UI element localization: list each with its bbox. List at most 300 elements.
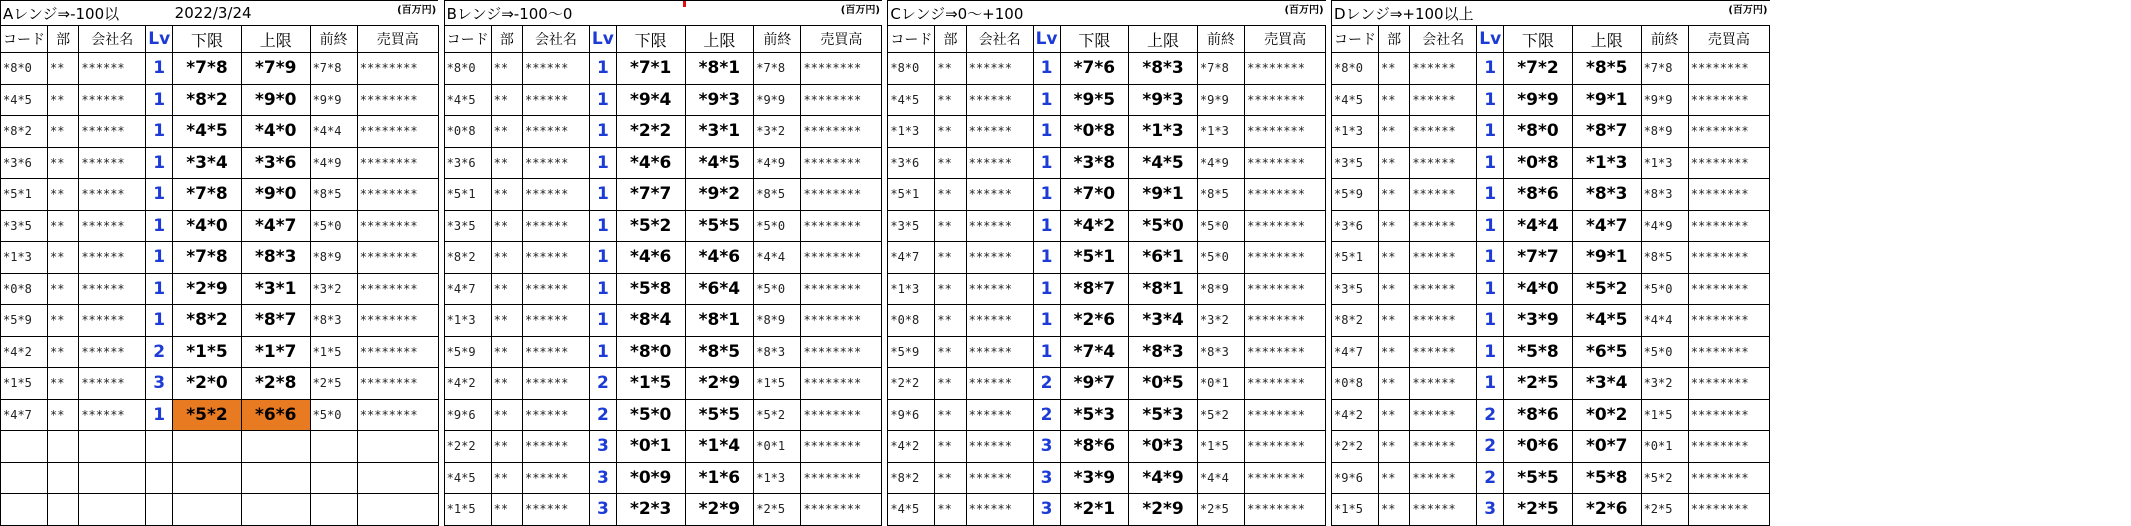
cell-bu[interactable]: **	[48, 53, 79, 85]
cell-prev[interactable]: *8*3	[1197, 336, 1244, 368]
cell-lower[interactable]: *4*0	[1504, 273, 1573, 305]
cell-bu[interactable]: **	[48, 179, 79, 211]
cell-bu[interactable]: **	[48, 399, 79, 431]
cell-prev[interactable]: *5*0	[310, 210, 357, 242]
cell-upper[interactable]: *6*6	[241, 399, 310, 431]
header-amount[interactable]: 売買高	[801, 26, 882, 53]
cell-lv[interactable]: 1	[589, 273, 616, 305]
cell-upper[interactable]: *8*3	[1129, 53, 1198, 85]
cell-code[interactable]: *3*6	[1, 147, 48, 179]
cell-bu[interactable]: **	[48, 84, 79, 116]
cell-upper[interactable]: *9*1	[1129, 179, 1198, 211]
cell-amount[interactable]: ********	[1245, 431, 1326, 463]
cell-code[interactable]: *9*6	[888, 399, 935, 431]
cell-bu[interactable]: **	[1379, 179, 1410, 211]
cell-lv[interactable]: 1	[146, 305, 173, 337]
cell-upper[interactable]: *0*5	[1129, 368, 1198, 400]
cell-code[interactable]: *9*6	[444, 399, 491, 431]
cell-prev[interactable]: *7*8	[754, 53, 801, 85]
cell-prev[interactable]	[310, 462, 357, 494]
cell-amount[interactable]: ********	[801, 368, 882, 400]
cell-company[interactable]: ******	[79, 273, 146, 305]
cell-company[interactable]: ******	[966, 84, 1033, 116]
cell-amount[interactable]: ********	[1245, 399, 1326, 431]
cell-code[interactable]: *0*8	[1332, 368, 1379, 400]
cell-prev[interactable]: *1*5	[1197, 431, 1244, 463]
header-lv[interactable]: Lv	[146, 26, 173, 53]
cell-code[interactable]: *5*1	[1, 179, 48, 211]
cell-amount[interactable]: ********	[1245, 84, 1326, 116]
cell-prev[interactable]: *9*9	[310, 84, 357, 116]
header-bu[interactable]: 部	[491, 26, 522, 53]
cell-company[interactable]: ******	[1410, 210, 1477, 242]
cell-code[interactable]: *0*8	[444, 116, 491, 148]
cell-bu[interactable]: **	[1379, 273, 1410, 305]
cell-lv[interactable]	[146, 462, 173, 494]
cell-amount[interactable]: ********	[1688, 116, 1769, 148]
cell-prev[interactable]: *4*4	[1641, 305, 1688, 337]
cell-lv[interactable]: 1	[1477, 179, 1504, 211]
cell-prev[interactable]: *5*0	[1641, 273, 1688, 305]
cell-prev[interactable]: *7*8	[310, 53, 357, 85]
cell-upper[interactable]: *1*7	[241, 336, 310, 368]
cell-upper[interactable]: *5*2	[1572, 273, 1641, 305]
cell-lower[interactable]: *0*9	[616, 462, 685, 494]
cell-lower[interactable]	[173, 494, 242, 526]
cell-company[interactable]	[79, 431, 146, 463]
section-title[interactable]: Aレンジ⇒-100以	[1, 1, 173, 26]
cell-bu[interactable]: **	[935, 431, 966, 463]
cell-amount[interactable]: ********	[357, 116, 438, 148]
cell-lv[interactable]: 1	[1033, 242, 1060, 274]
cell-bu[interactable]: **	[491, 210, 522, 242]
cell-prev[interactable]: *8*3	[1641, 179, 1688, 211]
cell-upper[interactable]: *3*4	[1572, 368, 1641, 400]
cell-code[interactable]: *3*5	[444, 210, 491, 242]
cell-prev[interactable]: *9*9	[1641, 84, 1688, 116]
cell-lower[interactable]: *2*3	[616, 494, 685, 526]
cell-upper[interactable]: *9*0	[241, 179, 310, 211]
cell-amount[interactable]: ********	[801, 273, 882, 305]
cell-amount[interactable]: ********	[1688, 179, 1769, 211]
cell-lv[interactable]: 2	[1477, 431, 1504, 463]
cell-bu[interactable]: **	[935, 336, 966, 368]
cell-prev[interactable]: *1*3	[1641, 147, 1688, 179]
cell-prev[interactable]: *4*9	[754, 147, 801, 179]
cell-bu[interactable]: **	[1379, 84, 1410, 116]
cell-bu[interactable]: **	[935, 273, 966, 305]
cell-lower[interactable]: *8*6	[1504, 399, 1573, 431]
cell-lv[interactable]: 1	[589, 336, 616, 368]
cell-company[interactable]: ******	[1410, 116, 1477, 148]
header-code[interactable]: コード	[1332, 26, 1379, 53]
cell-amount[interactable]: ********	[357, 179, 438, 211]
cell-upper[interactable]: *4*5	[1129, 147, 1198, 179]
header-amount[interactable]: 売買高	[357, 26, 438, 53]
cell-company[interactable]: ******	[522, 305, 589, 337]
cell-prev[interactable]	[310, 494, 357, 526]
cell-lower[interactable]: *5*2	[616, 210, 685, 242]
cell-company[interactable]: ******	[79, 116, 146, 148]
cell-company[interactable]	[79, 462, 146, 494]
cell-amount[interactable]: ********	[357, 305, 438, 337]
cell-prev[interactable]: *0*1	[1641, 431, 1688, 463]
cell-code[interactable]: *9*6	[1332, 462, 1379, 494]
cell-lv[interactable]: 3	[589, 431, 616, 463]
cell-company[interactable]: ******	[522, 431, 589, 463]
header-company[interactable]: 会社名	[79, 26, 146, 53]
cell-company[interactable]: ******	[79, 242, 146, 274]
cell-code[interactable]: *2*2	[888, 368, 935, 400]
cell-lower[interactable]: *8*2	[173, 305, 242, 337]
cell-lower[interactable]: *2*5	[1504, 494, 1573, 526]
cell-lower[interactable]: *8*2	[173, 84, 242, 116]
cell-upper[interactable]: *8*3	[1572, 179, 1641, 211]
cell-prev[interactable]: *1*5	[310, 336, 357, 368]
cell-prev[interactable]: *0*1	[1197, 368, 1244, 400]
cell-company[interactable]: ******	[1410, 462, 1477, 494]
cell-code[interactable]: *1*3	[444, 305, 491, 337]
cell-code[interactable]: *5*9	[888, 336, 935, 368]
cell-lower[interactable]: *2*2	[616, 116, 685, 148]
unit-label[interactable]: (百万円)	[1197, 1, 1325, 26]
cell-lower[interactable]: *9*9	[1504, 84, 1573, 116]
cell-code[interactable]: *8*2	[444, 242, 491, 274]
cell-lower[interactable]: *2*1	[1060, 494, 1129, 526]
cell-lv[interactable]: 1	[1477, 210, 1504, 242]
cell-lower[interactable]: *3*4	[173, 147, 242, 179]
cell-amount[interactable]: ********	[357, 399, 438, 431]
cell-bu[interactable]: **	[1379, 431, 1410, 463]
cell-amount[interactable]: ********	[357, 84, 438, 116]
header-upper[interactable]: 上限	[1129, 26, 1198, 53]
cell-code[interactable]: *4*5	[444, 84, 491, 116]
cell-lv[interactable]: 1	[146, 210, 173, 242]
cell-amount[interactable]: ********	[357, 147, 438, 179]
cell-code[interactable]: *1*5	[1, 368, 48, 400]
header-amount[interactable]: 売買高	[1688, 26, 1769, 53]
cell-amount[interactable]	[357, 494, 438, 526]
cell-bu[interactable]: **	[48, 273, 79, 305]
cell-lv[interactable]: 1	[1033, 305, 1060, 337]
cell-bu[interactable]: **	[491, 431, 522, 463]
cell-lv[interactable]: 1	[589, 210, 616, 242]
cell-company[interactable]: ******	[79, 368, 146, 400]
cell-company[interactable]: ******	[1410, 431, 1477, 463]
cell-amount[interactable]: ********	[357, 336, 438, 368]
header-bu[interactable]: 部	[935, 26, 966, 53]
header-upper[interactable]: 上限	[685, 26, 754, 53]
cell-company[interactable]: ******	[1410, 242, 1477, 274]
cell-bu[interactable]: **	[1379, 210, 1410, 242]
cell-bu[interactable]: **	[48, 147, 79, 179]
cell-upper[interactable]: *9*1	[1572, 84, 1641, 116]
cell-company[interactable]: ******	[966, 147, 1033, 179]
cell-lv[interactable]	[146, 431, 173, 463]
cell-prev[interactable]: *8*5	[1641, 242, 1688, 274]
cell-code[interactable]: *3*6	[888, 147, 935, 179]
cell-prev[interactable]: *3*2	[1641, 368, 1688, 400]
cell-company[interactable]: ******	[79, 179, 146, 211]
cell-lv[interactable]: 1	[589, 84, 616, 116]
cell-company[interactable]: ******	[1410, 494, 1477, 526]
header-prev[interactable]: 前終	[1197, 26, 1244, 53]
cell-prev[interactable]: *8*5	[1197, 179, 1244, 211]
cell-lower[interactable]: *1*5	[173, 336, 242, 368]
cell-code[interactable]: *4*7	[444, 273, 491, 305]
cell-lower[interactable]: *5*3	[1060, 399, 1129, 431]
cell-prev[interactable]: *8*3	[754, 336, 801, 368]
cell-code[interactable]: *1*5	[1332, 494, 1379, 526]
cell-bu[interactable]: **	[491, 368, 522, 400]
cell-amount[interactable]: ********	[1245, 210, 1326, 242]
unit-label[interactable]: (百万円)	[754, 1, 882, 26]
cell-company[interactable]: ******	[79, 305, 146, 337]
cell-lv[interactable]: 1	[1477, 368, 1504, 400]
cell-prev[interactable]: *5*0	[1197, 242, 1244, 274]
cell-prev[interactable]: *7*8	[1641, 53, 1688, 85]
cell-amount[interactable]: ********	[1688, 462, 1769, 494]
cell-prev[interactable]: *1*5	[1641, 399, 1688, 431]
cell-lower[interactable]: *5*5	[1504, 462, 1573, 494]
cell-upper[interactable]: *8*5	[685, 336, 754, 368]
cell-lv[interactable]: 3	[589, 494, 616, 526]
cell-bu[interactable]: **	[491, 53, 522, 85]
cell-code[interactable]: *4*2	[1332, 399, 1379, 431]
cell-lv[interactable]: 2	[589, 399, 616, 431]
cell-company[interactable]: ******	[966, 399, 1033, 431]
cell-code[interactable]: *1*3	[888, 116, 935, 148]
cell-amount[interactable]: ********	[1688, 399, 1769, 431]
cell-company[interactable]	[79, 494, 146, 526]
cell-lower[interactable]: *7*8	[173, 179, 242, 211]
cell-bu[interactable]: **	[48, 210, 79, 242]
cell-prev[interactable]: *5*0	[754, 273, 801, 305]
cell-company[interactable]: ******	[1410, 305, 1477, 337]
cell-upper[interactable]: *8*7	[241, 305, 310, 337]
cell-amount[interactable]: ********	[801, 147, 882, 179]
cell-lower[interactable]: *0*8	[1504, 147, 1573, 179]
cell-code[interactable]: *8*0	[1, 53, 48, 85]
cell-lv[interactable]: 3	[1033, 431, 1060, 463]
cell-amount[interactable]: ********	[801, 242, 882, 274]
cell-upper[interactable]: *3*4	[1129, 305, 1198, 337]
cell-bu[interactable]: **	[935, 210, 966, 242]
section-title[interactable]: Cレンジ⇒0～+100	[888, 1, 1198, 26]
cell-code[interactable]: *8*2	[888, 462, 935, 494]
cell-lv[interactable]: 3	[1477, 494, 1504, 526]
cell-prev[interactable]: *9*9	[1197, 84, 1244, 116]
cell-amount[interactable]: ********	[1688, 431, 1769, 463]
cell-lower[interactable]: *4*0	[173, 210, 242, 242]
cell-bu[interactable]: **	[1379, 399, 1410, 431]
cell-company[interactable]: ******	[966, 494, 1033, 526]
header-company[interactable]: 会社名	[966, 26, 1033, 53]
header-code[interactable]: コード	[888, 26, 935, 53]
header-lv[interactable]: Lv	[589, 26, 616, 53]
cell-prev[interactable]: *4*4	[310, 116, 357, 148]
cell-company[interactable]: ******	[966, 368, 1033, 400]
cell-code[interactable]: *4*7	[888, 242, 935, 274]
cell-code[interactable]: *2*2	[444, 431, 491, 463]
cell-lower[interactable]: *7*0	[1060, 179, 1129, 211]
cell-company[interactable]: ******	[79, 210, 146, 242]
cell-upper[interactable]: *9*3	[685, 84, 754, 116]
cell-bu[interactable]: **	[935, 53, 966, 85]
cell-prev[interactable]: *8*3	[310, 305, 357, 337]
cell-bu[interactable]: **	[491, 494, 522, 526]
cell-lower[interactable]: *5*1	[1060, 242, 1129, 274]
cell-lv[interactable]: 3	[1033, 494, 1060, 526]
cell-upper[interactable]: *2*8	[241, 368, 310, 400]
cell-lower[interactable]: *7*6	[1060, 53, 1129, 85]
cell-upper[interactable]: *1*3	[1572, 147, 1641, 179]
cell-bu[interactable]: **	[491, 273, 522, 305]
cell-bu[interactable]: **	[48, 368, 79, 400]
cell-lower[interactable]: *7*8	[173, 53, 242, 85]
cell-lv[interactable]: 1	[589, 53, 616, 85]
cell-bu[interactable]: **	[491, 399, 522, 431]
cell-amount[interactable]: ********	[801, 431, 882, 463]
cell-company[interactable]: ******	[1410, 179, 1477, 211]
cell-lower[interactable]: *8*7	[1060, 273, 1129, 305]
cell-upper[interactable]: *4*7	[241, 210, 310, 242]
cell-code[interactable]: *4*5	[1332, 84, 1379, 116]
cell-amount[interactable]: ********	[357, 368, 438, 400]
cell-code[interactable]: *3*5	[1332, 147, 1379, 179]
cell-company[interactable]: ******	[522, 242, 589, 274]
cell-company[interactable]: ******	[1410, 368, 1477, 400]
cell-bu[interactable]: **	[491, 179, 522, 211]
cell-prev[interactable]: *7*8	[1197, 53, 1244, 85]
header-lower[interactable]: 下限	[616, 26, 685, 53]
cell-company[interactable]: ******	[966, 462, 1033, 494]
cell-lv[interactable]: 1	[146, 242, 173, 274]
cell-prev[interactable]: *1*5	[754, 368, 801, 400]
cell-lv[interactable]: 1	[1033, 179, 1060, 211]
cell-amount[interactable]: ********	[801, 462, 882, 494]
cell-company[interactable]: ******	[1410, 273, 1477, 305]
cell-company[interactable]: ******	[966, 210, 1033, 242]
cell-lower[interactable]: *4*2	[1060, 210, 1129, 242]
cell-code[interactable]: *5*9	[1, 305, 48, 337]
cell-prev[interactable]: *5*2	[1641, 462, 1688, 494]
cell-lower[interactable]: *7*7	[1504, 242, 1573, 274]
cell-company[interactable]: ******	[522, 273, 589, 305]
cell-code[interactable]: *5*1	[1332, 242, 1379, 274]
cell-lower[interactable]: *7*7	[616, 179, 685, 211]
cell-lv[interactable]: 1	[1033, 84, 1060, 116]
cell-code[interactable]: *4*5	[888, 494, 935, 526]
section-title[interactable]: Dレンジ⇒+100以上	[1332, 1, 1642, 26]
cell-amount[interactable]: ********	[801, 494, 882, 526]
cell-amount[interactable]: ********	[801, 179, 882, 211]
cell-lower[interactable]: *0*8	[1060, 116, 1129, 148]
cell-bu[interactable]: **	[48, 305, 79, 337]
cell-upper[interactable]: *2*9	[1129, 494, 1198, 526]
cell-code[interactable]: *0*8	[1, 273, 48, 305]
cell-bu[interactable]: **	[1379, 368, 1410, 400]
cell-amount[interactable]: ********	[1688, 210, 1769, 242]
cell-prev[interactable]: *3*2	[1197, 305, 1244, 337]
cell-amount[interactable]: ********	[801, 336, 882, 368]
cell-company[interactable]: ******	[966, 273, 1033, 305]
cell-company[interactable]: ******	[1410, 336, 1477, 368]
cell-lv[interactable]: 1	[1477, 147, 1504, 179]
cell-amount[interactable]: ********	[1245, 242, 1326, 274]
cell-lv[interactable]: 1	[146, 53, 173, 85]
cell-company[interactable]: ******	[522, 399, 589, 431]
cell-bu[interactable]: **	[935, 116, 966, 148]
cell-upper[interactable]: *0*2	[1572, 399, 1641, 431]
cell-upper[interactable]	[241, 431, 310, 463]
cell-upper[interactable]: *1*4	[685, 431, 754, 463]
cell-company[interactable]: ******	[522, 147, 589, 179]
cell-bu[interactable]: **	[48, 116, 79, 148]
cell-bu[interactable]: **	[935, 399, 966, 431]
cell-lower[interactable]	[173, 431, 242, 463]
cell-lv[interactable]: 1	[1477, 116, 1504, 148]
cell-code[interactable]: *4*5	[888, 84, 935, 116]
cell-amount[interactable]: ********	[1245, 305, 1326, 337]
header-code[interactable]: コード	[1, 26, 48, 53]
cell-prev[interactable]: *5*2	[754, 399, 801, 431]
cell-lv[interactable]: 1	[146, 179, 173, 211]
cell-code[interactable]: *4*2	[444, 368, 491, 400]
cell-bu[interactable]: **	[935, 368, 966, 400]
header-lower[interactable]: 下限	[1504, 26, 1573, 53]
cell-lower[interactable]: *4*6	[616, 147, 685, 179]
cell-lv[interactable]: 2	[589, 368, 616, 400]
cell-code[interactable]: *1*3	[1, 242, 48, 274]
cell-bu[interactable]: **	[491, 305, 522, 337]
cell-code[interactable]: *3*6	[1332, 210, 1379, 242]
cell-code[interactable]: *1*3	[1332, 116, 1379, 148]
header-company[interactable]: 会社名	[1410, 26, 1477, 53]
header-prev[interactable]: 前終	[754, 26, 801, 53]
cell-prev[interactable]: *2*5	[310, 368, 357, 400]
cell-lower[interactable]: *7*1	[616, 53, 685, 85]
cell-lower[interactable]: *1*5	[616, 368, 685, 400]
cell-prev[interactable]: *4*4	[1197, 462, 1244, 494]
header-lv[interactable]: Lv	[1033, 26, 1060, 53]
cell-prev[interactable]: *5*0	[1641, 336, 1688, 368]
cell-company[interactable]: ******	[966, 336, 1033, 368]
cell-lv[interactable]: 2	[1033, 399, 1060, 431]
cell-code[interactable]: *4*5	[444, 462, 491, 494]
cell-code[interactable]: *8*0	[888, 53, 935, 85]
cell-lv[interactable]: 1	[589, 179, 616, 211]
cell-lower[interactable]: *8*4	[616, 305, 685, 337]
cell-lv[interactable]: 1	[589, 116, 616, 148]
cell-code[interactable]: *3*5	[1332, 273, 1379, 305]
cell-lower[interactable]: *3*8	[1060, 147, 1129, 179]
cell-upper[interactable]: *9*1	[1572, 242, 1641, 274]
cell-lower[interactable]: *7*4	[1060, 336, 1129, 368]
cell-bu[interactable]: **	[1379, 116, 1410, 148]
cell-bu[interactable]: **	[935, 305, 966, 337]
cell-amount[interactable]: ********	[1245, 336, 1326, 368]
cell-code[interactable]: *1*3	[888, 273, 935, 305]
cell-upper[interactable]: *4*9	[1129, 462, 1198, 494]
cell-company[interactable]: ******	[966, 305, 1033, 337]
cell-bu[interactable]: **	[1379, 305, 1410, 337]
cell-lv[interactable]: 1	[146, 273, 173, 305]
cell-prev[interactable]: *4*9	[1197, 147, 1244, 179]
cell-code[interactable]: *5*1	[888, 179, 935, 211]
cell-company[interactable]: ******	[522, 179, 589, 211]
cell-company[interactable]: ******	[1410, 147, 1477, 179]
